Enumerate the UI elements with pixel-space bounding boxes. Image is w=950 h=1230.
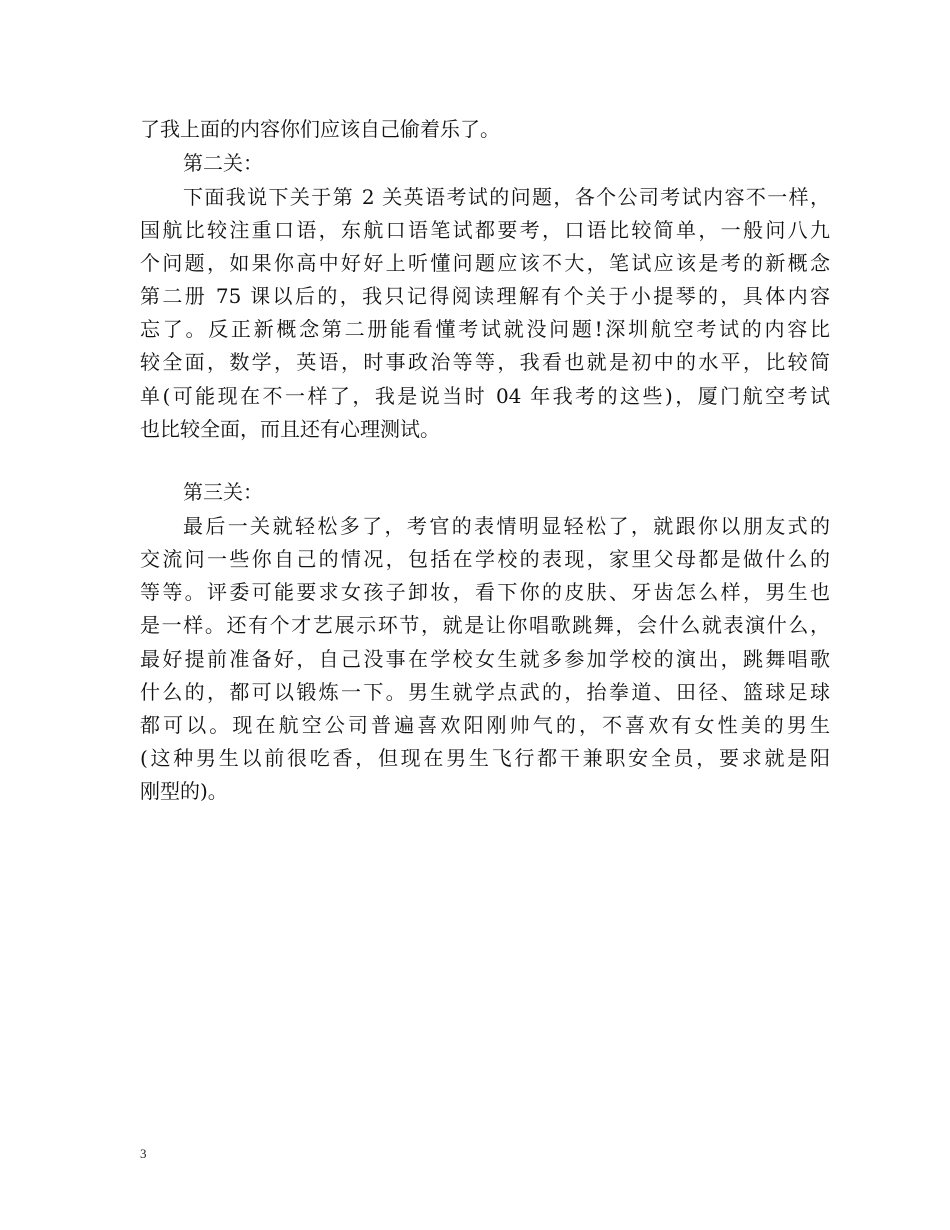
text-line: 是一样。还有个才艺展示环节，就是让你唱歌跳舞，会什么就表演什么， bbox=[140, 613, 830, 637]
text-line: (这种男生以前很吃香，但现在男生飞行都干兼职安全员，要求就是阳 bbox=[140, 746, 830, 770]
text-line: 国航比较注重口语，东航口语笔试都要考，口语比较简单，一般问八九 bbox=[140, 218, 830, 242]
text-line: 了我上面的内容你们应该自己偷着乐了。 bbox=[140, 117, 500, 141]
text-line: 忘了。反正新概念第二册能看懂考试就没问题!深圳航空考试的内容比 bbox=[140, 317, 830, 341]
text-line: 较全面，数学，英语，时事政治等等，我看也就是初中的水平，比较简 bbox=[140, 350, 830, 374]
section-heading-2: 第二关： bbox=[183, 151, 263, 175]
text-line: 刚型的)。 bbox=[140, 779, 228, 803]
text-line: 第二册 75 课以后的，我只记得阅读理解有个关于小提琴的，具体内容 bbox=[140, 284, 830, 308]
page-number: 3 bbox=[140, 1146, 147, 1161]
section-heading-3: 第三关： bbox=[183, 480, 263, 504]
text-line: 单(可能现在不一样了，我是说当时 04 年我考的这些)，厦门航空考试 bbox=[140, 384, 830, 408]
text-line: 都可以。现在航空公司普遍喜欢阳刚帅气的，不喜欢有女性美的男生 bbox=[140, 713, 830, 737]
text-line: 个问题，如果你高中好好上听懂问题应该不大，笔试应该是考的新概念 bbox=[140, 251, 830, 275]
text-line: 交流问一些你自己的情况，包括在学校的表现，家里父母都是做什么的 bbox=[140, 547, 830, 571]
text-line: 下面我说下关于第 2 关英语考试的问题，各个公司考试内容不一样， bbox=[183, 185, 830, 209]
text-line: 最好提前准备好，自己没事在学校女生就多参加学校的演出，跳舞唱歌 bbox=[140, 647, 830, 671]
text-line: 等等。评委可能要求女孩子卸妆，看下你的皮肤、牙齿怎么样，男生也 bbox=[140, 580, 830, 604]
text-line: 也比较全面，而且还有心理测试。 bbox=[140, 417, 440, 441]
text-line: 最后一关就轻松多了，考官的表情明显轻松了，就跟你以朋友式的 bbox=[183, 514, 830, 538]
text-line: 什么的，都可以锻炼一下。男生就学点武的，抬拳道、田径、篮球足球 bbox=[140, 680, 830, 704]
